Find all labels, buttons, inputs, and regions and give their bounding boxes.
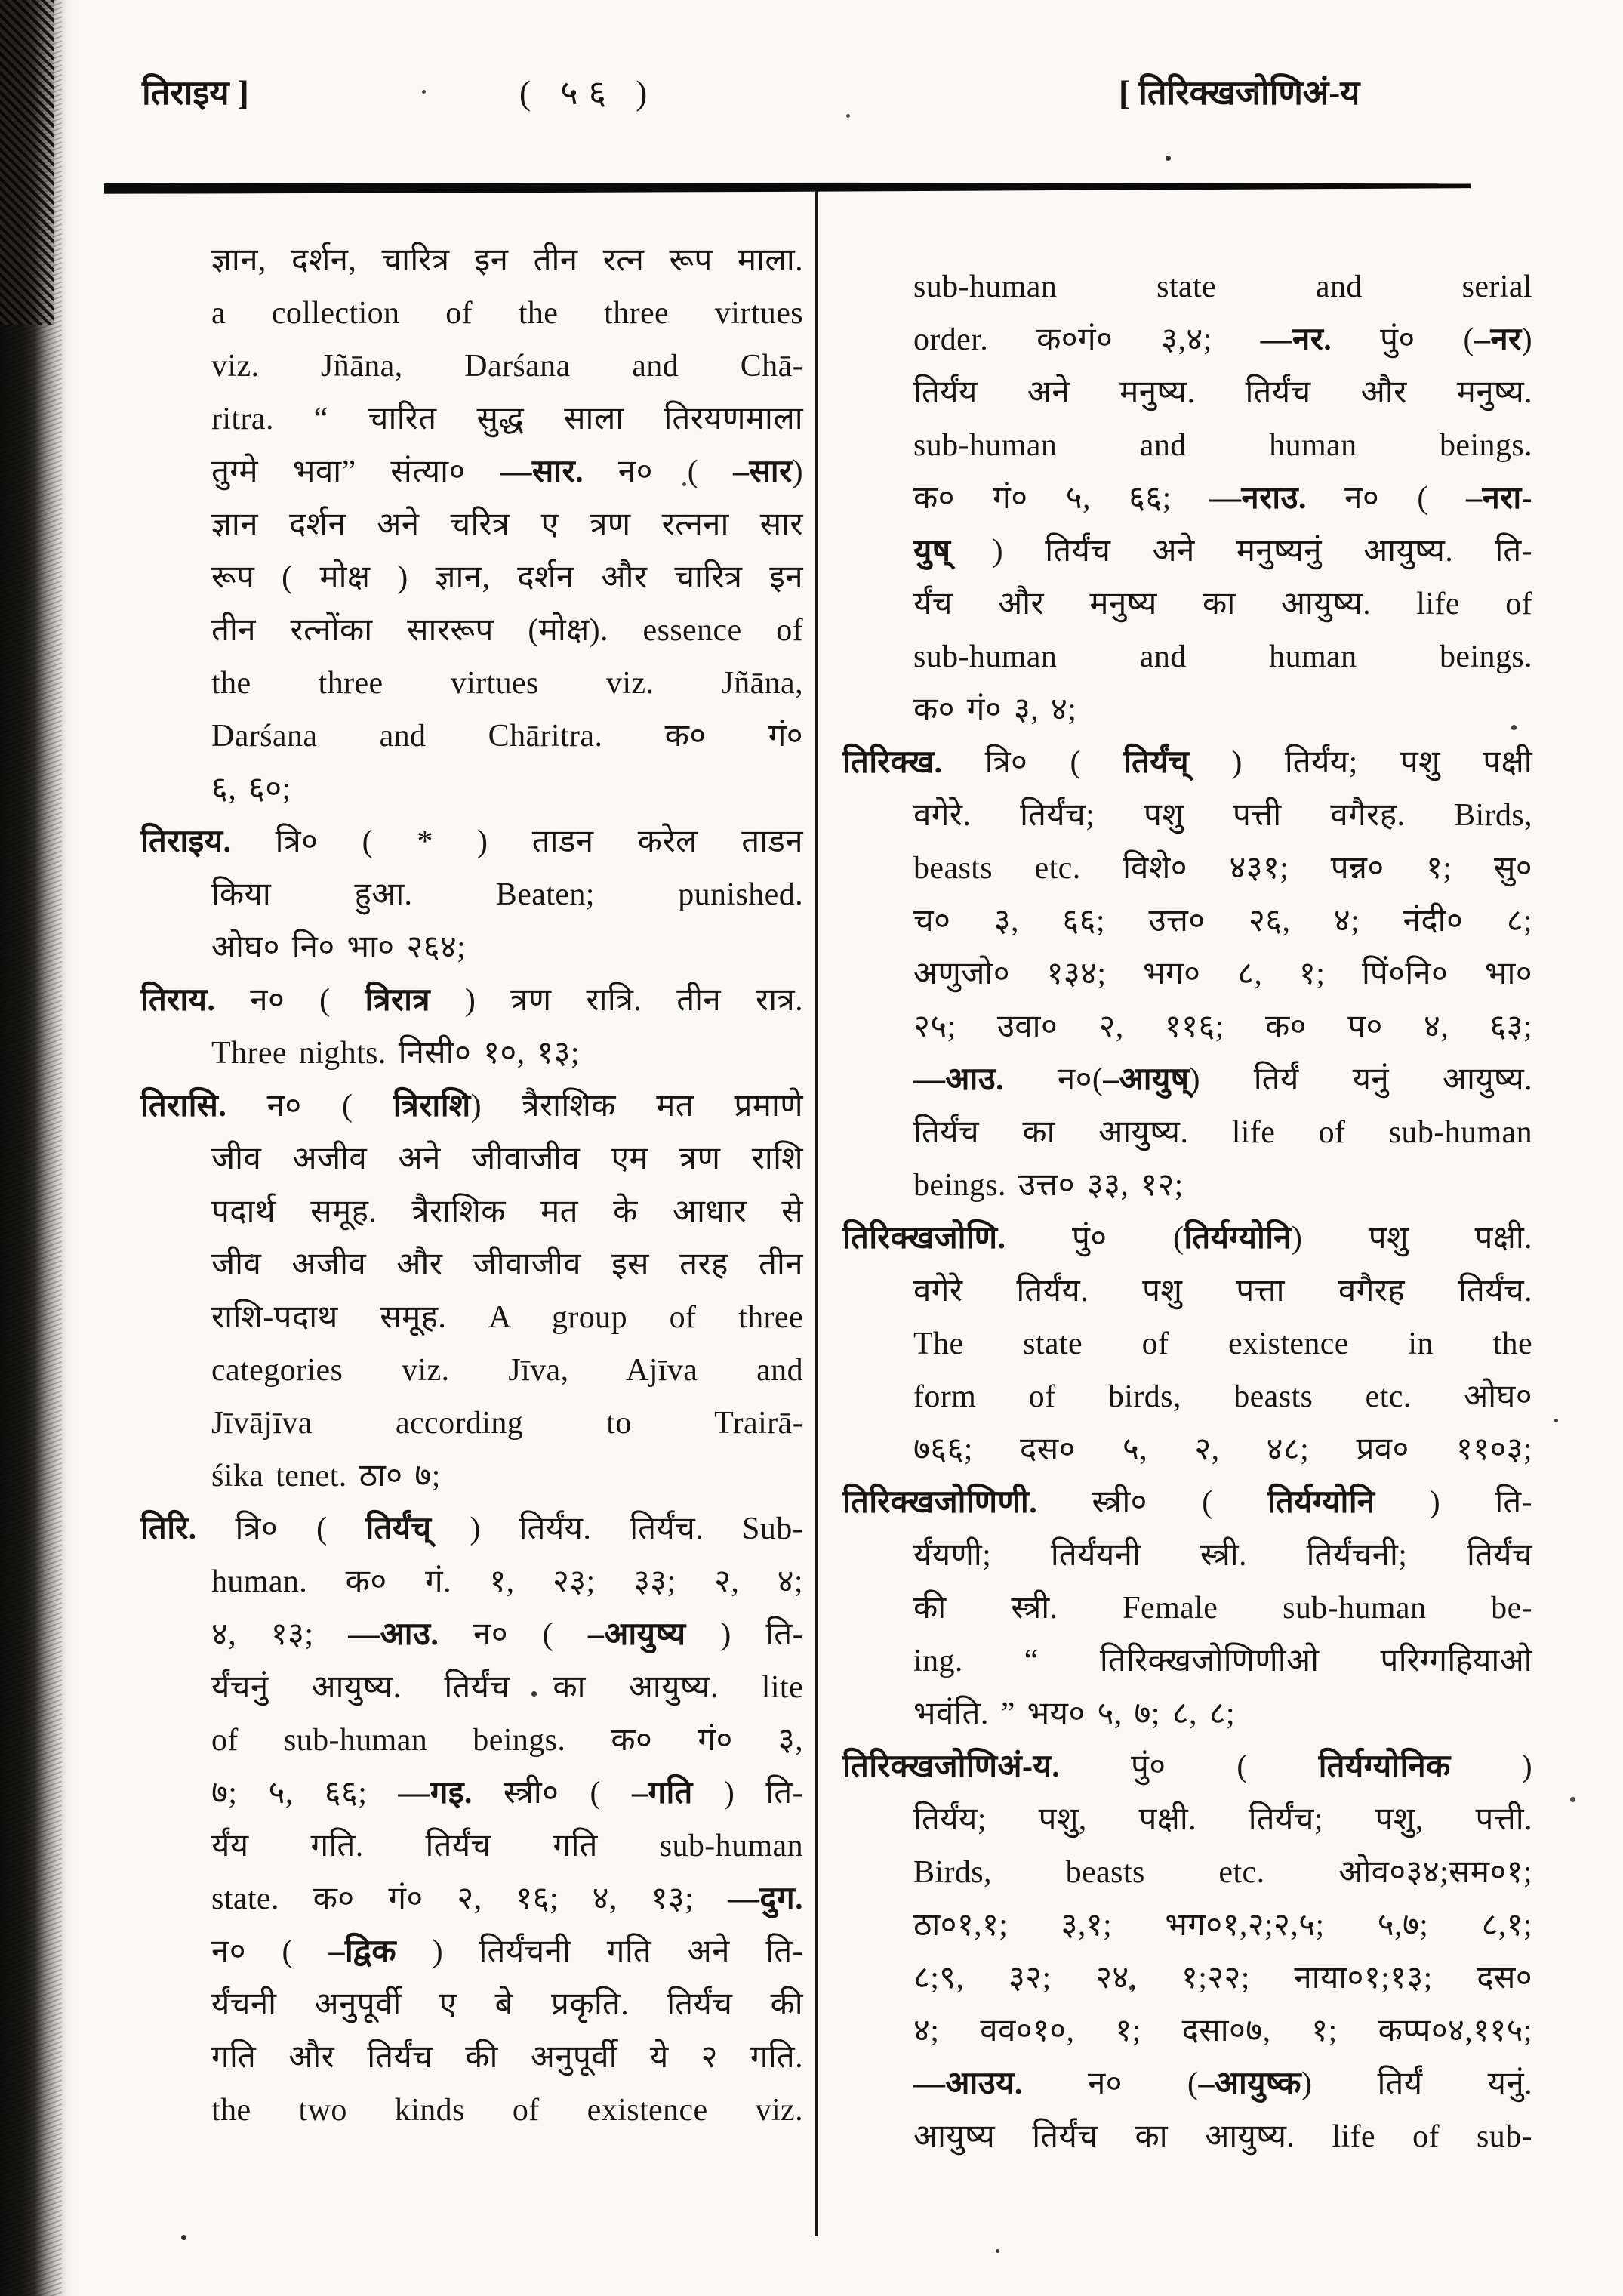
text-line — [842, 1635, 1532, 1687]
text-line — [140, 1608, 803, 1661]
text-segment: the three virtues viz. Jñāna, — [211, 666, 803, 701]
text-line — [842, 1423, 1532, 1476]
text-line — [140, 1872, 803, 1925]
headword: –नरा- — [1466, 481, 1532, 516]
text-line — [842, 472, 1532, 525]
text-segment: ४, १३; — [211, 1617, 349, 1652]
text-segment: वगेरे. तिर्यंच; पशु पत्ती वगैरह. Birds, — [913, 798, 1532, 833]
text-segment: Jīvājīva according to Trairā- — [211, 1406, 803, 1441]
headword: त्रिरात्र — [365, 983, 430, 1018]
text-segment: तिर्यंय; पशु, पक्षी. तिर्यंच; पशु, पत्ती. — [913, 1802, 1532, 1837]
text-line — [842, 789, 1532, 842]
text-segment: क० गं० ५, ६६; — [913, 481, 1209, 516]
headword: युष् — [913, 534, 951, 569]
headword: –आयुष्क — [1198, 2066, 1301, 2101]
headword: –सार — [732, 455, 793, 489]
headword: तिर्यग्योनि — [1267, 1485, 1375, 1520]
headword: तिरिक्खजोणिणी. — [842, 1485, 1038, 1520]
text-segment: ) त्रण रात्रि. तीन रात्र. — [430, 983, 803, 1018]
text-segment: ७६६; दस० ५, २, ४८; प्रव० ११०३; — [913, 1432, 1532, 1467]
text-line — [140, 2031, 803, 2084]
text-segment: तीन रत्नोंका साररूप (मोक्ष). essence of — [211, 613, 803, 648]
headword: —दुग. — [727, 1881, 803, 1916]
text-segment: ) ति- — [685, 1617, 803, 1652]
text-segment: ८;९, ३२; २४, १;२२; नाया०१;१३; दस० — [913, 1961, 1532, 1996]
text-segment: ठा०१,१; ३,१; भग०१,२;२,५; ५,७; ८,१; — [913, 1908, 1532, 1943]
text-segment: ज्ञान दर्शन अने चरित्र ए त्रण रत्नना सार — [211, 507, 803, 542]
page-header — [0, 69, 1623, 122]
text-segment: sub-human state and serial — [913, 270, 1532, 304]
headword: –आयुष्य — [587, 1617, 686, 1652]
text-segment: The state of existence in the — [913, 1327, 1532, 1361]
text-line — [842, 948, 1532, 1000]
text-segment: ) पशु पक्षी. — [1291, 1221, 1533, 1256]
text-line — [842, 1053, 1532, 1106]
text-segment: ६, ६०; — [211, 772, 291, 806]
text-line — [140, 340, 803, 393]
text-line — [140, 763, 803, 815]
text-segment: त्रि० ( * ) ताडन करेल ताडन — [231, 824, 803, 859]
text-line — [842, 1793, 1532, 1846]
header-right-keyword: [ तिरिक्खजोणिअं-य — [1119, 74, 1360, 112]
text-line — [842, 1899, 1532, 1952]
scan-speckles — [0, 0, 2, 2]
text-segment: न० ( — [439, 1617, 588, 1652]
text-segment: न० ( — [215, 983, 365, 1018]
headword: —आउय. — [913, 2066, 1023, 2101]
text-line — [140, 551, 803, 604]
page-number: ( ५६ ) — [519, 74, 658, 112]
headword: –द्विक — [328, 1934, 396, 1969]
text-line — [842, 1687, 1532, 1740]
text-segment: beasts etc. विशे० ४३१; पन्न० १; सु० — [913, 851, 1532, 886]
left-column — [140, 234, 803, 2137]
text-line — [140, 1661, 803, 1714]
text-segment: पुं० ( — [1332, 322, 1474, 357]
text-segment: viz. Jñāna, Darśana and Chā- — [211, 349, 803, 384]
headword: —आउ. — [348, 1617, 439, 1652]
text-line — [140, 1185, 803, 1238]
text-line — [140, 1555, 803, 1608]
text-line — [842, 1265, 1532, 1318]
text-segment: ) — [1450, 1749, 1532, 1784]
text-line — [140, 657, 803, 710]
text-segment: ritra. “ चारित सुद्ध साला तिरयणमाला — [211, 402, 803, 436]
text-segment: र्यंचनी अनुपूर्वी ए बे प्रकृति. तिर्यंच की — [211, 1987, 803, 2022]
text-line — [140, 1925, 803, 1978]
text-line — [140, 1344, 803, 1397]
text-line — [842, 2005, 1532, 2057]
headword: –नर — [1474, 322, 1522, 357]
text-segment: पुं० ( — [1060, 1749, 1319, 1784]
text-segment: of sub-human beings. क० गं० ३, — [211, 1723, 803, 1758]
text-segment: categories viz. Jīva, Ajīva and — [211, 1353, 803, 1388]
text-segment: पुं० ( — [1006, 1221, 1184, 1256]
text-segment: ) — [1521, 322, 1533, 357]
headword: तिरासि. — [140, 1089, 227, 1123]
text-segment: भवंति. ” भय० ५, ७; ८, ८; — [913, 1697, 1236, 1731]
headword: तिराइय. — [140, 824, 232, 859]
text-segment: र्यंयणी; तिर्यंयनी स्त्री. तिर्यंचनी; तिर्यंच — [913, 1538, 1532, 1573]
text-segment: Birds, beasts etc. ओव०३४;सम०१; — [913, 1855, 1532, 1890]
text-segment: न० ( — [211, 1934, 329, 1969]
text-line — [140, 1978, 803, 2031]
headword: –गति — [632, 1776, 693, 1811]
text-segment: ४; वव०१०, १; दसा०७, १; कप्प०४,११५; — [913, 2014, 1532, 2048]
text-segment: तिर्यंच का आयुष्य. life of sub-human — [913, 1115, 1532, 1150]
text-line — [842, 525, 1532, 578]
headword: तिर्यंच् — [365, 1512, 432, 1546]
text-segment: की स्त्री. Female sub-human be- — [913, 1591, 1532, 1626]
text-segment: स्त्री० ( — [1037, 1485, 1267, 1520]
text-line — [140, 1080, 803, 1133]
text-segment: ओघ० नि० भा० २६४; — [211, 930, 467, 965]
text-line — [842, 578, 1532, 630]
text-segment: ज्ञान, दर्शन, चारित्र इन तीन रत्न रूप माला. — [211, 243, 803, 278]
headword: –आयुष् — [1103, 1062, 1190, 1097]
headword: तिरिक्खजोणिअं-य. — [842, 1749, 1061, 1784]
text-segment: ) ति- — [692, 1776, 803, 1811]
text-segment: beings. उत्त० ३३, १२; — [913, 1168, 1184, 1203]
text-segment: न० ( — [1306, 481, 1467, 516]
text-line — [140, 604, 803, 657]
text-line — [140, 234, 803, 287]
text-segment: च० ३, ६६; उत्त० २६, ४; नंदी० ८; — [913, 904, 1532, 938]
text-segment: न० ( — [584, 455, 733, 489]
text-segment: गति और तिर्यंच की अनुपूर्वी ये २ गति. — [211, 2040, 803, 2075]
text-line — [842, 842, 1532, 895]
text-segment: न० ( — [1022, 2066, 1199, 2101]
text-segment: त्रि० ( — [196, 1512, 366, 1546]
text-line — [140, 1767, 803, 1820]
text-segment: वगेरे तिर्यंय. पशु पत्ता वगैरह तिर्यंच. — [913, 1274, 1532, 1308]
text-line — [842, 366, 1532, 419]
text-segment: ) — [792, 455, 803, 489]
text-segment: र्यंच और मनुष्य का आयुष्य. life of — [913, 587, 1532, 621]
text-segment: a collection of the three virtues — [211, 296, 803, 331]
text-segment: sub-human and human beings. — [913, 639, 1532, 674]
text-line — [140, 974, 803, 1027]
headword: तिरिक्ख. — [842, 745, 943, 780]
text-segment: र्यंय गति. तिर्यंच गति sub-human — [211, 1829, 803, 1863]
text-line — [842, 1318, 1532, 1370]
headword: तिर्यंच् — [1123, 745, 1190, 780]
headword: —नर. — [1260, 322, 1332, 357]
text-segment: क० गं० ३, ४; — [913, 692, 1077, 727]
text-segment: न०( — [1004, 1062, 1104, 1097]
text-line — [140, 498, 803, 551]
text-line — [140, 710, 803, 763]
text-segment: Darśana and Chāritra. क० गं० — [211, 719, 803, 754]
text-line — [842, 313, 1532, 366]
text-line — [140, 1820, 803, 1872]
text-line — [140, 393, 803, 445]
text-segment: आयुष्य तिर्यंच का आयुष्य. life of sub- — [913, 2119, 1532, 2154]
header-rule — [104, 180, 1471, 194]
text-line — [842, 2110, 1532, 2163]
text-line — [140, 921, 803, 974]
text-line — [842, 1952, 1532, 2005]
headword: तिरिक्खजोणि. — [842, 1221, 1006, 1256]
text-segment: form of birds, beasts etc. ओघ० — [913, 1379, 1532, 1414]
text-segment: किया हुआ. Beaten; punished. — [211, 877, 803, 912]
text-segment: न० ( — [226, 1089, 393, 1123]
text-segment: ) ति- — [1375, 1485, 1532, 1520]
text-segment: ) तिर्यंच अने मनुष्यनुं आयुष्य. ति- — [950, 534, 1532, 569]
text-line — [140, 1027, 803, 1080]
text-line — [842, 1370, 1532, 1423]
text-segment: र्यंचनुं आयुष्य. तिर्यंच का आयुष्य. lite — [211, 1670, 803, 1705]
text-segment: अणुजो० १३४; भग० ८, १; पिं०नि० भा० — [913, 957, 1532, 991]
text-line — [140, 1397, 803, 1450]
text-segment: human. क० गं. १, २३; ३३; २, ४; — [211, 1564, 803, 1599]
text-segment: जीव अजीव और जीवाजीव इस तरह तीन — [211, 1247, 803, 1282]
text-segment: ) तिर्यं यनुं आयुष्य. — [1189, 1062, 1532, 1097]
text-segment: state. क० गं० २, १६; ४, १३; — [211, 1881, 728, 1916]
text-line — [140, 445, 803, 498]
text-segment: ) तिर्यंचनी गति अने ति- — [396, 1934, 804, 1969]
text-segment: ) तिर्यं यनुं. — [1301, 2066, 1532, 2101]
headword: —नराउ. — [1209, 481, 1307, 516]
text-segment: त्रि० ( — [942, 745, 1124, 780]
text-line — [842, 1212, 1532, 1265]
text-segment: order. क०गं० ३,४; — [913, 322, 1261, 357]
text-segment: तिर्यंय अने मनुष्य. तिर्यंच और मनुष्य. — [913, 375, 1532, 410]
text-line — [842, 683, 1532, 736]
text-line — [842, 1159, 1532, 1212]
text-line — [842, 1106, 1532, 1159]
text-segment: ) त्रैराशिक मत प्रमाणे — [470, 1089, 803, 1123]
text-segment: the two kinds of existence viz. — [211, 2093, 803, 2128]
text-segment: जीव अजीव अने जीवाजीव एम त्रण राशि — [211, 1142, 803, 1176]
text-line — [140, 1450, 803, 1502]
text-line — [842, 630, 1532, 683]
headword: —सार. — [500, 455, 584, 489]
header-left-keyword: तिराइय ] — [142, 74, 249, 112]
text-line — [140, 1133, 803, 1185]
text-segment: ing. “ तिरिक्खजोणिणीओ परिग्गहियाओ — [913, 1644, 1532, 1678]
text-line — [842, 1476, 1532, 1529]
scan-gutter-shadow — [0, 0, 74, 2296]
text-segment: ) तिर्यंय. तिर्यंच. Sub- — [431, 1512, 803, 1546]
text-line — [842, 260, 1532, 313]
text-segment: ) तिर्यंय; पशु पक्षी — [1189, 745, 1532, 780]
headword: त्रिराशि — [393, 1089, 471, 1123]
headword: तिर्यग्योनिक — [1318, 1749, 1451, 1784]
text-line — [140, 1238, 803, 1291]
text-segment: sub-human and human beings. — [913, 428, 1532, 463]
column-divider — [815, 190, 818, 2236]
text-line — [842, 895, 1532, 948]
text-line — [140, 868, 803, 921]
text-line — [140, 1291, 803, 1344]
text-line — [140, 2084, 803, 2137]
text-segment: स्त्री० ( — [472, 1776, 633, 1811]
text-segment: तुग्मे भवा” संत्या० — [211, 455, 500, 489]
text-line — [842, 736, 1532, 789]
text-segment: राशि-पदाथ समूह. A group of three — [211, 1300, 803, 1335]
text-line — [842, 1000, 1532, 1053]
headword: —आउ. — [913, 1062, 1005, 1097]
headword: —गइ. — [398, 1776, 473, 1811]
text-line — [842, 419, 1532, 472]
text-line — [842, 1582, 1532, 1635]
text-line — [842, 2057, 1532, 2110]
text-segment: Three nights. निसी० १०, १३; — [211, 1036, 580, 1071]
text-segment: रूप ( मोक्ष ) ज्ञान, दर्शन और चारित्र इन — [211, 560, 803, 595]
text-line — [140, 1502, 803, 1555]
headword: तिरि. — [140, 1512, 197, 1546]
headword: तिर्यग्योनि — [1184, 1221, 1292, 1256]
text-line — [140, 1714, 803, 1767]
text-segment: śika tenet. ठा० ७; — [211, 1459, 441, 1493]
text-segment: पदार्थ समूह. त्रैराशिक मत के आधार से — [211, 1194, 803, 1229]
text-segment: २५; उवा० २, ११६; क० प० ४, ६३; — [913, 1009, 1532, 1044]
text-segment: ७; ५, ६६; — [211, 1776, 399, 1811]
text-line — [842, 1740, 1532, 1793]
headword: तिराय. — [140, 983, 216, 1018]
right-column — [842, 260, 1532, 2163]
text-line — [140, 287, 803, 340]
text-line — [842, 1529, 1532, 1582]
text-line — [140, 815, 803, 868]
text-line — [842, 1846, 1532, 1899]
